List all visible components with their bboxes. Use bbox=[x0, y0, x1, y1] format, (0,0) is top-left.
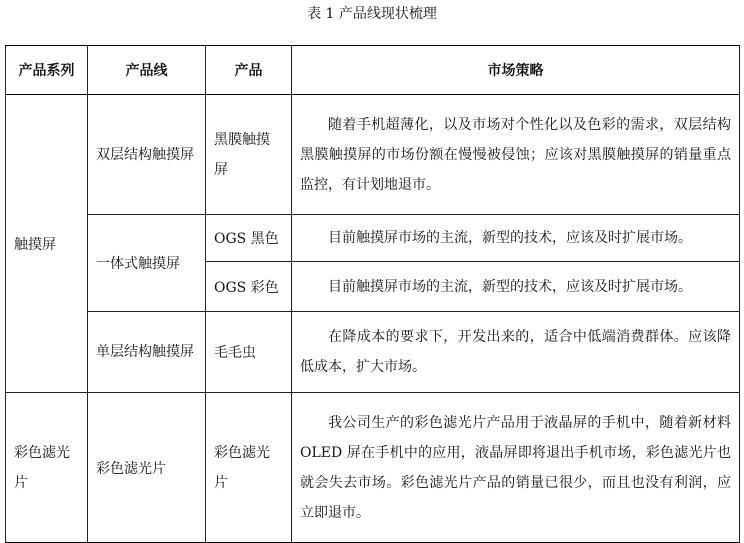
strategy-cell bbox=[292, 215, 740, 262]
header-strategy: 市场策略 bbox=[292, 46, 740, 95]
line-cell: 一体式触摸屏 bbox=[88, 215, 206, 312]
product-line-table bbox=[5, 45, 740, 543]
strategy-cell bbox=[292, 312, 740, 393]
table-row bbox=[6, 393, 740, 543]
strategy-text: 随着手机超薄化，以及市场对个性化以及色彩的需求，双层结构黑膜触摸屏的市场份额在慢慢被侵蚀；应该对黑膜触摸屏的销量重点监控，有计划地退市。 bbox=[300, 116, 731, 193]
product-cell: 黑膜触摸屏 bbox=[206, 95, 292, 215]
table-caption: 表 1 产品线现状梳理 bbox=[307, 6, 437, 22]
product-cell: 毛毛虫 bbox=[206, 312, 292, 393]
strategy-cell bbox=[292, 262, 740, 312]
strategy-cell bbox=[292, 95, 740, 215]
header-series: 产品系列 bbox=[6, 46, 88, 95]
line-cell: 单层结构触摸屏 bbox=[88, 312, 206, 393]
line-cell: 双层结构触摸屏 bbox=[88, 95, 206, 215]
table-header-row bbox=[6, 46, 740, 95]
strategy-cell bbox=[292, 393, 740, 543]
product-cell: 彩色滤光片 bbox=[206, 393, 292, 543]
table-row bbox=[6, 215, 740, 262]
header-product: 产品 bbox=[206, 46, 292, 95]
strategy-text: 目前触摸屏市场的主流，新型的技术，应该及时扩展市场。 bbox=[328, 278, 692, 295]
strategy-text: 在降成本的要求下，开发出来的，适合中低端消费群体。应该降低成本，扩大市场。 bbox=[300, 329, 731, 375]
product-cell: OGS 彩色 bbox=[206, 262, 292, 312]
product-cell: OGS 黑色 bbox=[206, 215, 292, 262]
strategy-text: 目前触摸屏市场的主流，新型的技术，应该及时扩展市场。 bbox=[328, 230, 692, 246]
header-line: 产品线 bbox=[88, 46, 206, 95]
series-cell: 触摸屏 bbox=[6, 95, 88, 393]
table-row bbox=[6, 95, 740, 215]
series-cell: 彩色滤光片 bbox=[6, 393, 88, 543]
strategy-text: 我公司生产的彩色滤光片产品用于液晶屏的手机中，随着新材料 OLED 屏在手机中的应用，液晶屏即将退出手机市场，彩色滤光片也就会失去市场。彩色滤光片产品的销量已很少，而且也没有利润，应立即退市。 bbox=[300, 414, 731, 521]
table-row bbox=[6, 312, 740, 393]
line-cell: 彩色滤光片 bbox=[88, 393, 206, 543]
